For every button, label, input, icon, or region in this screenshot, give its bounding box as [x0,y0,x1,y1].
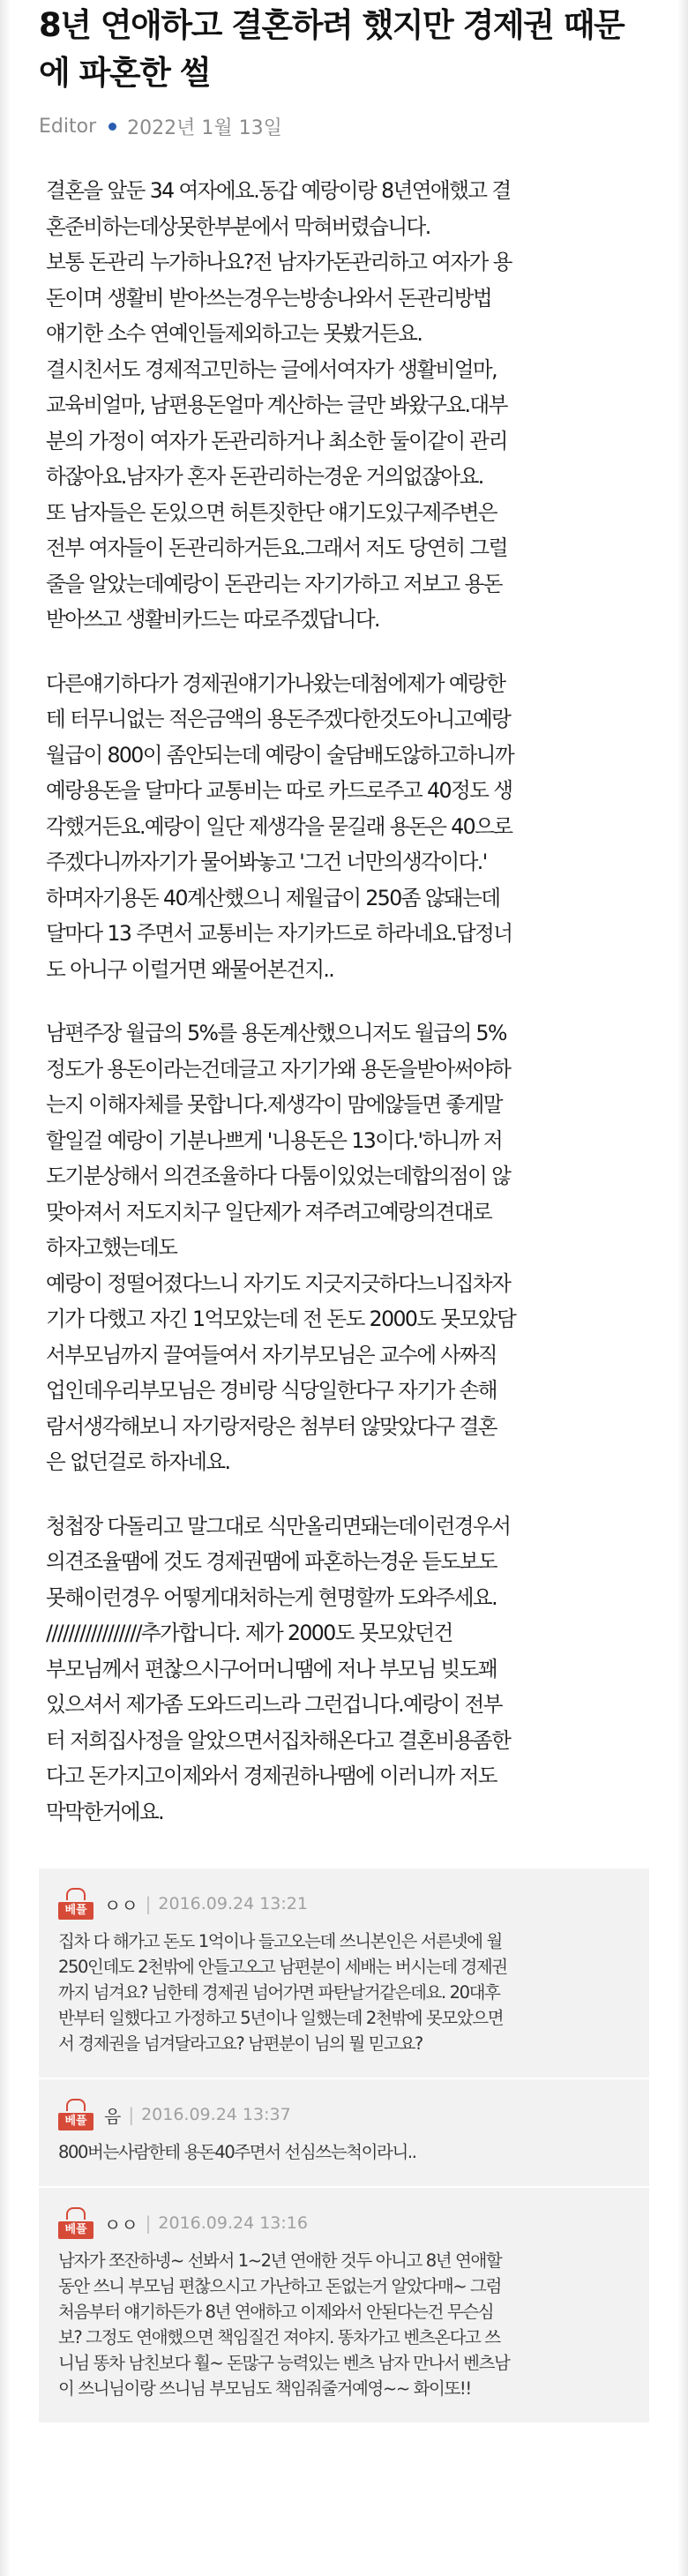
best-comment-badge-icon [58,2207,93,2239]
comment-username: ㅇㅇ [104,1894,138,1916]
comment-text: 800버는사람한테 용돈40주면서 선심쓰는척이라니.. [58,2142,416,2162]
comment-header [58,2099,630,2130]
comment-separator: | [128,2104,135,2125]
comment-username: 음 [104,2105,122,2127]
post-title: 8년 연애하고 결혼하려 했지만 경제권 때문에 파혼한 썰 [39,6,624,92]
best-badge-label: 베플 [58,2221,93,2239]
article-body [39,173,649,1830]
article-paragraph: 청첩장 다돌리고 말그대로 식만올리면돼는데이런경우서 의견조율땜에 것도 경제권땜에 파혼하는경운 듣도보도 못해이런경우 어떻게대처하는게 현명할까 도와주세요. /////////////////추가합니다. 제가 2000도 못모았던건 부모님께서 편찮으시구어머니땜에 저나 부모님 빚도꽤 있으셔서 제가좀 도와드리느라 그런겁니다.예랑이 전부 터 저희집사정을 알았으면서집차해온다고 결혼비용좀한 다고 돈가지고이제와서 경제권하나땜에 이러니까 저도 막막한거에요. [46,1513,511,1824]
comment-text: 집차 다 해가고 돈도 1억이나 들고오는데 쓰니본인은 서른넷에 월 250인데도 2천밖에 안들고오고 남편분이 세배는 버시는데 경제권 까지 넘겨요? 님한테 경제권 넘어가면 파탄날거같은데요. 20대후 반부터 일했다고 가정하고 5년이나 일했는데 2천밖에 못모았으면 서 경제권을 넘겨달라고요? 남편분이 님의 뭘 믿고요? [58,1931,507,2054]
comment-header [58,2207,630,2239]
article-paragraph: 결혼을 앞둔 34 여자에요.동갑 예랑이랑 8년연애했고 결 혼준비하는데상못한부분에서 막혀버렸습니다. 보통 돈관리 누가하나요?전 남자가돈관리하고 여자가 용 돈이며 생활비 받아쓰는경우는방송나와서 돈관리방법 얘기한 소수 연예인들제외하고는 못봤거든요. 결시친서도 경제적고민하는 글에서여자가 생활비얼마, 교육비얼마, 남편용돈얼마 계산하는 글만 봐왔구요.대부 분의 가정이 여자가 돈관리하거나 최소한 둘이같이 관리 하잖아요.남자가 혼자 돈관리하는경운 거의없잖아요. 또 남자들은 돈있으면 허튼짓한단 얘기도있구제주변은 전부 여자들이 돈관리하거든요.그래서 저도 당연히 그럴 줄을 알았는데예랑이 돈관리는 자기가하고 저보고 용돈 받아쓰고 생활비카드는 따로주겠답니다. [46,178,512,632]
article-paragraph: 다른얘기하다가 경제권얘기가나왔는데첨에제가 예랑한 테 터무니없는 적은금액의 용돈주겠다한것도아니고예랑 월급이 800이 좀안되는데 예랑이 술담배도않하고하니까 예랑용돈을 달마다 교통비는 따로 카드로주고 40정도 생 각했거든요.예랑이 일단 제생각을 묻길래 용돈은 40으로 주겠다니까자기가 물어봐놓고 '그건 너만의생각이다.' 하며자기용돈 40계산했으니 제월급이 250좀 않돼는데 달마다 13 주면서 교통비는 자기카드로 하라네요.답정너 도 아니구 이럴거면 왜물어본건지.. [46,670,514,982]
comment-username: ㅇㅇ [104,2213,138,2235]
best-badge-label: 베플 [58,2113,93,2130]
author-link[interactable]: Editor [39,115,97,138]
comment-header [58,1888,630,1920]
separator-dot-icon [108,123,116,131]
post-date: 2022년 1월 13일 [127,116,282,139]
article-paragraph: 남편주장 월급의 5%를 용돈계산했으니저도 월급의 5% 정도가 용돈이라는건데글고 자기가왜 용돈을받아써야하 는지 이해자체를 못합니다.제생각이 맘에않들면 좋게말 할일걸 예랑이 기분나쁘게 '니용돈은 13이다.'하니까 저 도기분상해서 의견조율하다 다툼이있었는데합의점이 않 맞아져서 저도지치구 일단제가 져주려고예랑의견대로 하자고했는데도 예랑이 정떨어졌다느니 자기도 지긋지긋하다느니집차자 기가 다했고 자긴 1억모았는데 전 돈도 2000도 못모았담 서부모님까지 끌여들여서 자기부모님은 교수에 사짜직 업인데우리부모님은 경비랑 식당일한다구 자기가 손해 람서생각해보니 자기랑저랑은 첨부터 않맞았다구 결혼 은 없던걸로 하자네요. [46,1021,516,1474]
post-meta [39,113,649,139]
comment-date: 2016.09.24 13:37 [141,2105,291,2124]
comment-item [39,2078,649,2186]
best-comment-badge-icon [58,2099,93,2130]
comment-text: 남자가 쪼잔하넹~ 선봐서 1~2년 연애한 것두 아니고 8년 연애할 동안 쓰니 부모님 편찮으시고 가난하고 돈없는거 알았다매~ 그럼 처음부터 얘기하든가 8년 연애하고 이제와서 안된다는건 무슨심 보? 그정도 연애했으면 책임질건 져야지. 똥차가고 벤츠온다고 쓰 니님 똥차 남친보다 훨~ 돈많구 능력있는 벤츠 남자 만나서 벤츠남 이 쓰니님이랑 쓰니님 부모님도 책임줘줄거예영~~ 화이또!! [58,2250,510,2399]
comment-separator: | [145,1893,152,1914]
best-comment-badge-icon [58,1888,93,1920]
comment-separator: | [145,2213,152,2234]
post-container [39,0,649,2422]
comment-date: 2016.09.24 13:16 [158,2213,308,2233]
comment-item [39,2186,649,2422]
comment-date: 2016.09.24 13:21 [158,1894,308,1913]
best-comments [39,1868,649,2422]
best-badge-label: 베플 [58,1902,93,1920]
comment-item [39,1868,649,2078]
